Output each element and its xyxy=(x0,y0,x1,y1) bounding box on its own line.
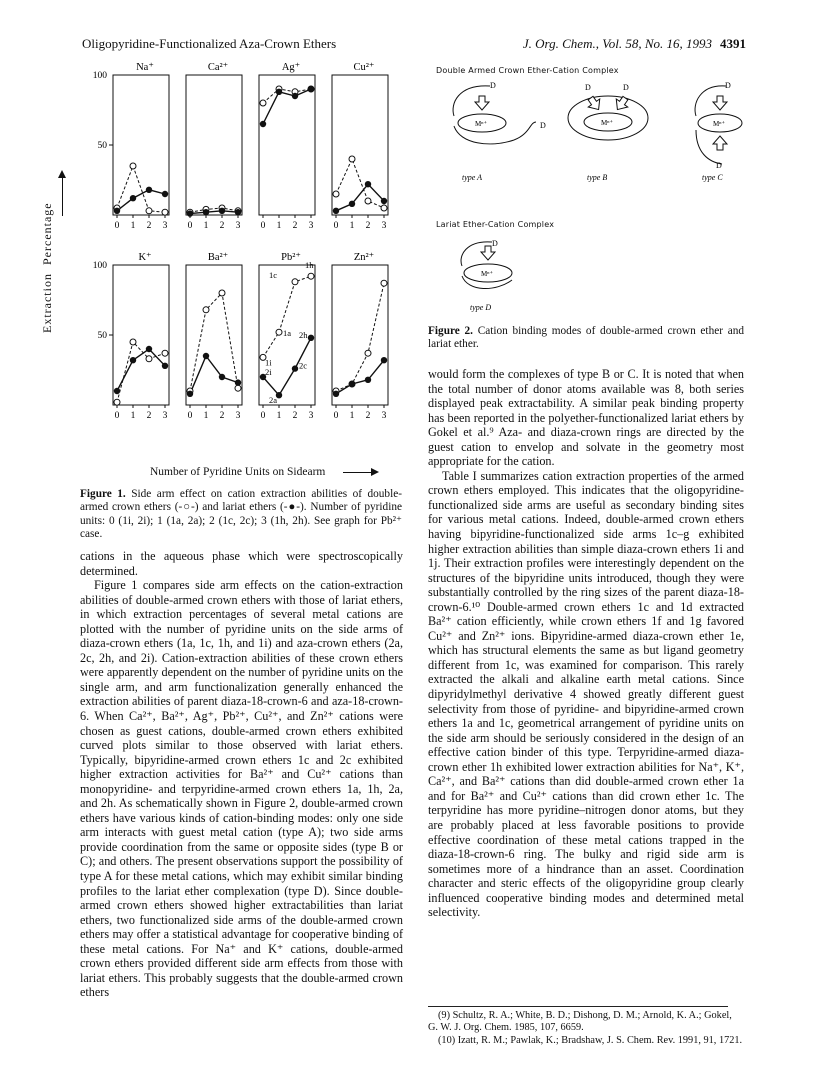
type-a-free-donor: D xyxy=(540,121,546,130)
x-tick-label: 3 xyxy=(308,221,314,231)
panel-title: Ca²⁺ xyxy=(207,62,229,73)
x-tick-label: 0 xyxy=(114,221,120,231)
lariat-point xyxy=(381,198,387,204)
lariat-series-line xyxy=(263,89,311,124)
x-tick-label: 0 xyxy=(187,221,193,231)
y-axis-title-group xyxy=(40,183,60,363)
pb-point-label: 1c xyxy=(269,269,278,280)
double-armed-point xyxy=(333,191,339,197)
lariat-series-line xyxy=(117,349,165,391)
panel-frame xyxy=(332,265,388,405)
x-tick-label: 2 xyxy=(365,411,371,421)
references xyxy=(428,1010,744,1048)
y-axis-arrow-icon xyxy=(58,170,66,178)
double-armed-point xyxy=(292,279,298,285)
panel-title: Cu²⁺ xyxy=(353,62,375,73)
lariat-point xyxy=(349,381,355,387)
lariat-point xyxy=(114,388,120,394)
double-armed-point xyxy=(162,350,168,356)
x-axis-arrow-icon xyxy=(371,468,379,476)
lariat-point xyxy=(162,191,168,197)
figure-2-diagram xyxy=(430,70,750,330)
lariat-point xyxy=(219,208,225,214)
figure-2-caption xyxy=(428,325,744,352)
x-tick-label: 3 xyxy=(381,221,387,231)
x-tick-label: 1 xyxy=(349,411,355,421)
double-armed-point xyxy=(381,205,387,211)
panel-title: Pb²⁺ xyxy=(281,252,301,263)
lariat-point xyxy=(130,357,136,363)
type-c-donor-top: D xyxy=(725,81,731,90)
double-armed-point xyxy=(365,350,371,356)
x-tick-label: 1 xyxy=(276,411,282,421)
y-tick-label-100: 100 xyxy=(92,71,107,81)
double-armed-point xyxy=(162,209,168,215)
right-column xyxy=(428,367,744,920)
x-tick-label: 3 xyxy=(235,411,241,421)
pb-point-label: 1i xyxy=(265,357,272,368)
panel-frame xyxy=(186,75,242,215)
y-tick-label-50: 50 xyxy=(97,141,107,151)
paragraph: Figure 1 compares side arm effects on the cation-extraction abilities of double-armed crown ethers with those of lariat ethers, in which extraction percentages of several metal cations are plotted with the number of pyridine units on the side arms of diaza-crown ethers (1a, 1c, 1h, and 1i) and aza-crown ethers (2a, 2c, 2h, and 2i). Cation-extraction abilities of these crown ethers were apparently dependent on the number of pyridine units on the single arm, and arm functionalization generally enhanced the extraction abilities of parent diaza-18-crown-6 and aza-18-crown-6. When Ca²⁺, Ba²⁺, Ag⁺, Pb²⁺, Cu²⁺, and Zn²⁺ cations were chosen as guest cations, double-armed crown ethers exhibited curved plots similar to those observed with lariat ethers. Typically, bipyridine-armed crown ethers 1c and 2c exhibited higher extraction activities for Ba²⁺ and Cu²⁺ cations than monopyridine- and terpyridine-armed crown ethers 1a, 1h, 2a, and 2h. As schematically shown in Figure 2, double-armed crown ethers have various kinds of cation-binding modes: only one side arm interacts with guest metal cation (type A); two side arms provide coordination from the same or opposite sides (type B or C); and others. The present observations support the possibility of type A for these metal cations, which may exhibit similar binding profiles to the lariat ether complexation (type D). Since double-armed crown ethers showed higher extractabilities than lariat ethers, two functionalized side arms of the double-armed crown ethers may offer a statistical advantage for cooperative binding of these metal cations. For Na⁺ and K⁺ cations, double-armed crown ethers provided different side arm effects from those with lariat ethers. This probably suggests that the double-armed crown ethers xyxy=(80,578,403,1000)
lariat-point xyxy=(235,209,241,215)
double-armed-point xyxy=(130,339,136,345)
x-axis-arrow-line xyxy=(343,472,373,473)
type-b-donor-left: D xyxy=(585,83,591,92)
x-tick-label: 3 xyxy=(162,411,168,421)
x-tick-label: 0 xyxy=(187,411,193,421)
panel-title: Ag⁺ xyxy=(281,62,301,73)
figure-2-heading-double: Double Armed Crown Ether-Cation Complex xyxy=(436,66,619,75)
type-a-donor: D xyxy=(490,81,496,90)
lariat-series-line xyxy=(190,356,238,394)
lariat-point xyxy=(187,210,193,216)
panel-title: Zn²⁺ xyxy=(353,252,375,263)
type-c-metal: Mⁿ⁺ xyxy=(713,120,726,128)
panel-title: K⁺ xyxy=(138,252,152,263)
x-tick-label: 1 xyxy=(130,221,136,231)
type-d-donor: D xyxy=(492,239,498,248)
lariat-point xyxy=(381,357,387,363)
lariat-series-line xyxy=(117,190,165,211)
lariat-point xyxy=(365,377,371,383)
lariat-point xyxy=(260,121,266,127)
x-tick-label: 0 xyxy=(260,411,266,421)
type-b-label: type B xyxy=(587,173,608,182)
lariat-point xyxy=(349,201,355,207)
running-header-journal xyxy=(523,36,746,52)
lariat-point xyxy=(162,363,168,369)
reference-9: (9) Schultz, R. A.; White, B. D.; Dishong, D. M.; Arnold, K. A.; Gokel, G. W. J. Org. Chem. 1985, 107, 6659. xyxy=(428,1010,732,1033)
x-tick-label: 0 xyxy=(114,411,120,421)
y-tick-label-100: 100 xyxy=(92,261,107,271)
type-a-complex xyxy=(453,86,536,144)
lariat-point xyxy=(235,379,241,385)
pb-point-label: 2c xyxy=(299,360,308,371)
lariat-point xyxy=(203,353,209,359)
pb-point-label: 2i xyxy=(265,367,272,377)
panel-frame xyxy=(259,75,315,215)
x-tick-label: 1 xyxy=(203,411,209,421)
left-column xyxy=(80,549,403,1000)
lariat-point xyxy=(146,187,152,193)
x-tick-label: 2 xyxy=(365,221,371,231)
lariat-point xyxy=(146,346,152,352)
double-armed-series-line xyxy=(263,89,311,103)
double-armed-point xyxy=(146,356,152,362)
x-axis-title: Number of Pyridine Units on Sidearm xyxy=(150,466,326,478)
lariat-point xyxy=(203,209,209,215)
lariat-point xyxy=(333,208,339,214)
double-armed-series-line xyxy=(336,159,384,208)
double-armed-point xyxy=(130,163,136,169)
double-armed-point xyxy=(349,156,355,162)
x-tick-label: 2 xyxy=(146,221,152,231)
lariat-point xyxy=(276,89,282,95)
double-armed-point xyxy=(308,273,314,279)
x-tick-label: 3 xyxy=(308,411,314,421)
figure-2 xyxy=(430,70,750,335)
type-b-donor-right: D xyxy=(623,83,629,92)
lariat-point xyxy=(114,208,120,214)
x-tick-label: 1 xyxy=(349,221,355,231)
double-armed-point xyxy=(276,329,282,335)
x-tick-label: 1 xyxy=(203,221,209,231)
lariat-point xyxy=(292,93,298,99)
double-armed-series-line xyxy=(263,276,311,357)
y-axis-arrow-line xyxy=(62,176,63,216)
x-tick-label: 2 xyxy=(146,411,152,421)
lariat-point xyxy=(308,335,314,341)
figure-2-heading-lariat: Lariat Ether-Cation Complex xyxy=(436,220,555,229)
x-tick-label: 3 xyxy=(381,411,387,421)
double-armed-point xyxy=(235,385,241,391)
double-armed-point xyxy=(381,280,387,286)
x-tick-label: 0 xyxy=(260,221,266,231)
lariat-point xyxy=(130,195,136,201)
double-armed-series-line xyxy=(336,283,384,391)
reference-10: (10) Izatt, R. M.; Pawlak, K.; Bradshaw, J. S. Chem. Rev. 1991, 91, 1721. xyxy=(438,1035,743,1046)
double-armed-point xyxy=(219,290,225,296)
pb-point-label: 1a xyxy=(283,328,292,339)
panel-title: Ba²⁺ xyxy=(207,252,229,263)
double-armed-point xyxy=(146,208,152,214)
footnote-rule xyxy=(428,1006,728,1007)
paragraph: Table I summarizes cation extraction properties of the armed crown ethers employed. This indicates that the oligopyridine-functionalized side arms are useful as secondary binding sites for various metal cations. Indeed, double-armed crown ethers having bipyridine-functionalized side arms 1c–g exhibited higher extraction abilities than simple diaza-crown ethers 1i and 1j. Their extraction profiles were interestingly dependent on the structures of the bipyridine units introduced, though they were substantially controlled by the ring sizes of the parent diaza-18-crown-6.¹⁰ Double-armed crown ethers 1c and 1d extracted Ba²⁺ cation efficiently, while crown ethers 1f and 1g favored Cu²⁺ and Zn²⁺ ions. Bipyridine-armed diaza-crown ether 1e, which has structural elements the same as but ligand geometry different from 1c, was examined for comparison. This rarely extracted the alkali and alkaline earth metal cations. Since dipyridylmethyl derivative 4 showed greatly different guest selectivity from those of pyridine- and bipyridine-armed crown ethers 1a and 1c, geometrical arrangement of pyridine units on the side arm should be seriously considered in the design of an effective cation binder of this type. Terpyridine-armed diaza-crown ether 1h exhibited lower extraction abilities for Na⁺, K⁺, Ca²⁺, and Ba²⁺ cations than did double-armed crown ether 1a and for Ba²⁺ and Cu²⁺ cations than did crown ether 1c. The terpyridine has more pyridine–nitrogen donor atoms, but they are probably placed at less favorable positions to provide effective coordination of these metal cations trapped in the diaza-18-crown-6 ring. The bulky and rigid side arm is sometimes more of a hindrance than an asset. Coordination character and steric effects of the oligopyridine group clearly influenced cooperative binding modes and determined metal selectivity. xyxy=(428,468,744,920)
type-b-complex xyxy=(568,94,648,140)
x-tick-label: 1 xyxy=(276,221,282,231)
type-c-label: type C xyxy=(702,173,723,182)
y-axis-title-extraction: Extraction xyxy=(40,273,54,333)
x-tick-label: 3 xyxy=(235,221,241,231)
figure-2-caption-label: Figure 2. xyxy=(428,325,473,337)
x-tick-label: 2 xyxy=(292,221,298,231)
page-number: 4391 xyxy=(720,36,746,51)
pb-point-label: 1h xyxy=(305,260,314,271)
journal-citation: J. Org. Chem., Vol. 58, No. 16, 1993 xyxy=(522,36,712,51)
double-armed-series-line xyxy=(117,342,165,402)
pb-point-label: 2a xyxy=(269,395,278,406)
x-tick-label: 0 xyxy=(333,221,339,231)
lariat-point xyxy=(187,391,193,397)
panel-title: Na⁺ xyxy=(136,62,154,73)
type-c-donor-bottom: D xyxy=(716,161,722,170)
figure-1-caption-text: Side arm effect on cation extraction abilities of double-armed crown ethers (-○-) and lariat ethers (-●-). Number of pyridine units: 0 (1i, 2i); 1 (1a, 2a); 2 (1c, 2c); 3 (1h, 2h). See graph for Pb²⁺ case. xyxy=(80,488,402,540)
type-d-label: type D xyxy=(470,303,492,312)
lariat-point xyxy=(365,181,371,187)
lariat-point xyxy=(292,365,298,371)
type-a-metal: Mⁿ⁺ xyxy=(475,120,488,128)
running-header-title: Oligopyridine-Functionalized Aza-Crown Ethers xyxy=(82,36,337,51)
lariat-point xyxy=(308,86,314,92)
paragraph: would form the complexes of type B or C. It is noted that when the total number of donor atoms available was 8, both series displayed peak extractability. A similar peak binding property has been reported in the polyether-functionalized lariat ethers by Gokel et al.⁹ Aza- and diaza-crown rings are directed by the guest cation to envelop and solvate in the geometry most appropriate for the cation. xyxy=(428,367,744,469)
x-tick-label: 0 xyxy=(333,411,339,421)
pb-point-label: 2h xyxy=(299,330,308,341)
type-d-metal: Mⁿ⁺ xyxy=(481,270,494,278)
y-axis-title-percentage: Percentage xyxy=(40,202,54,265)
type-b-metal: Mⁿ⁺ xyxy=(601,119,614,127)
paragraph: cations in the aqueous phase which were spectroscopically determined. xyxy=(80,549,403,578)
lariat-series-line xyxy=(336,360,384,394)
x-tick-label: 2 xyxy=(292,411,298,421)
x-tick-label: 2 xyxy=(219,411,225,421)
type-a-label: type A xyxy=(462,173,483,182)
double-armed-point xyxy=(203,307,209,313)
double-armed-point xyxy=(365,198,371,204)
lariat-point xyxy=(219,374,225,380)
figure-1 xyxy=(70,55,410,470)
figure-1-caption xyxy=(80,488,402,541)
double-armed-point xyxy=(260,100,266,106)
type-d-complex xyxy=(461,242,512,289)
lariat-point xyxy=(333,391,339,397)
x-tick-label: 2 xyxy=(219,221,225,231)
figure-1-chart xyxy=(70,55,410,465)
figure-1-caption-label: Figure 1. xyxy=(80,488,126,500)
double-armed-point xyxy=(114,399,120,405)
y-tick-label-50: 50 xyxy=(97,331,107,341)
figure-2-caption-text: Cation binding modes of double-armed crown ether and lariat ether. xyxy=(428,325,745,351)
x-tick-label: 3 xyxy=(162,221,168,231)
lariat-series-line xyxy=(336,184,384,211)
x-tick-label: 1 xyxy=(130,411,136,421)
